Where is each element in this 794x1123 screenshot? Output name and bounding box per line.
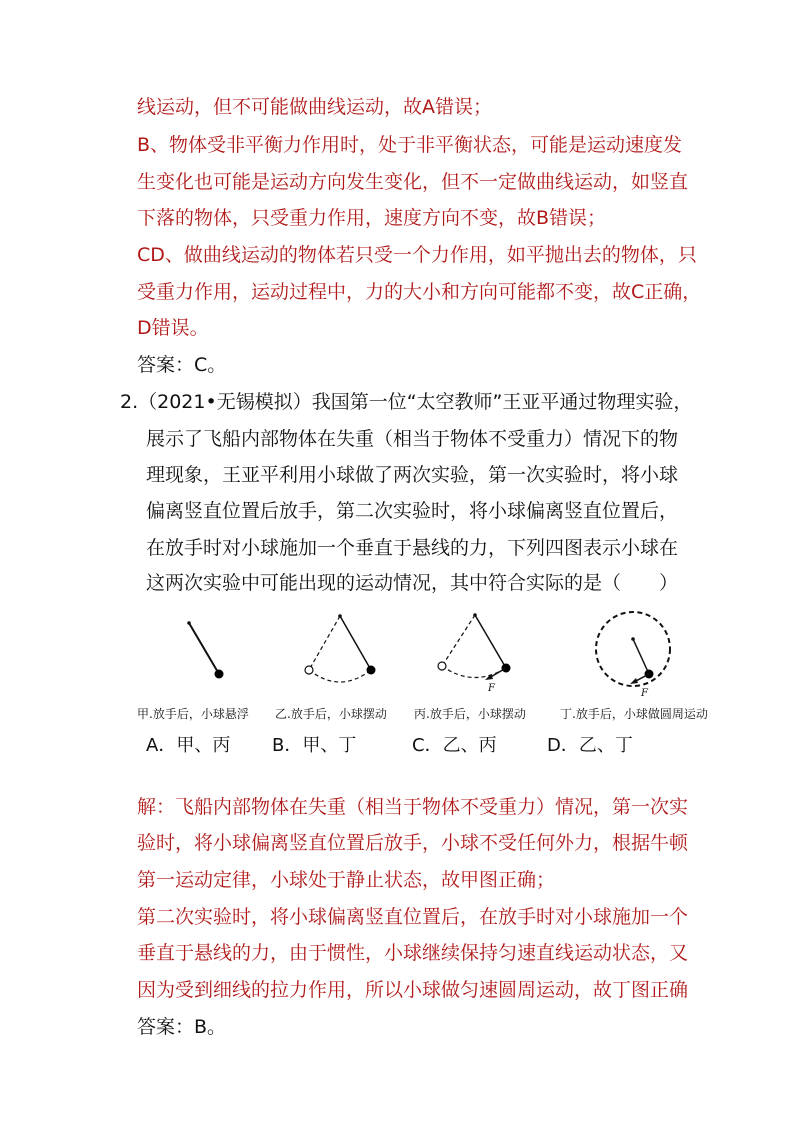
solution-line-6: 因为受到细线的拉力作用，所以小球做匀速圆周运动，故丁图正确 [137, 979, 689, 1001]
diagram-yi [305, 614, 376, 682]
prev-solution-line-1: 线运动，但不可能做曲线运动，故A错误； [137, 96, 492, 118]
string-line [189, 623, 219, 674]
question-line-4: 偏离竖直位置后放手，第二次实验时，将小球偏离竖直位置后， [146, 500, 679, 522]
solution-line-1: 解：飞船内部物体在失重（相当于物体不受重力）情况，第一次实 [137, 796, 689, 818]
string-initial-dashed [442, 615, 475, 666]
prev-solution-line-5: CD、做曲线运动的物体若只受一个力作用，如平抛出去的物体，只 [137, 244, 697, 266]
option-a: A．甲、丙 [146, 735, 231, 756]
solution-line-5: 垂直于悬线的力，由于惯性，小球继续保持匀速直线运动状态，又 [137, 942, 689, 964]
ball-initial [305, 666, 313, 674]
caption-ding: 丁.放手后，小球做圆周运动 [560, 707, 708, 721]
string-line [475, 615, 506, 668]
prev-solution-line-3: 生变化也可能是运动方向发生变化，但不一定做曲线运动，如竖直 [137, 171, 689, 193]
question-line-1: 2.（2021•无锡模拟）我国第一位“太空教师”王亚平通过物理实验， [120, 391, 693, 413]
solution-line-3: 第一运动定律，小球处于静止状态，故甲图正确； [137, 869, 556, 891]
string-line [633, 639, 649, 674]
force-label: F [488, 683, 495, 694]
string-initial-dashed [309, 616, 340, 670]
prev-answer: 答案：C。 [137, 354, 227, 376]
prev-solution-line-7: D错误。 [137, 317, 209, 339]
pendulum-figure [130, 603, 730, 703]
diagram-ding [596, 612, 670, 699]
string-line [340, 616, 371, 670]
question-line-3: 理现象，王亚平利用小球做了两次实验，第一次实验时，将小球 [146, 464, 679, 486]
solution-line-2: 验时，将小球偏离竖直位置后放手，小球不受任何外力，根据牛顿 [137, 832, 689, 854]
question-line-5: 在放手时对小球施加一个垂直于悬线的力，下列四图表示小球在 [146, 537, 679, 559]
solution-answer: 答案：B。 [137, 1016, 227, 1038]
circular-path [596, 612, 670, 686]
option-b: B．甲、丁 [272, 735, 357, 756]
caption-bing: 丙.放手后，小球摆动 [414, 707, 526, 721]
prev-solution-line-2: B、物体受非平衡力作用时，处于非平衡状态，可能是运动速度发 [137, 134, 683, 156]
ball [367, 666, 376, 675]
swing-arc [309, 670, 371, 682]
option-c: C．乙、丙 [412, 735, 497, 756]
swing-arc [442, 666, 506, 678]
diagram-bing [438, 613, 511, 694]
question-line-6: 这两次实验中可能出现的运动情况，其中符合实际的是（ ） [146, 572, 679, 594]
force-arrowhead [630, 678, 638, 684]
caption-jia: 甲.放手后，小球悬浮 [137, 707, 249, 721]
prev-solution-line-4: 下落的物体，只受重力作用，速度方向不变，故B错误； [137, 207, 607, 229]
question-line-2: 展示了飞船内部物体在失重（相当于物体不受重力）情况下的物 [146, 428, 679, 450]
force-label: F [641, 688, 648, 699]
solution-line-4: 第二次实验时，将小球偏离竖直位置后，在放手时对小球施加一个 [137, 906, 689, 928]
ball-initial [438, 662, 446, 670]
ball [215, 670, 224, 679]
diagram-jia [187, 621, 223, 678]
caption-yi: 乙.放手后，小球摆动 [275, 707, 387, 721]
option-d: D．乙、丁 [547, 735, 633, 756]
prev-solution-line-6: 受重力作用，运动过程中，力的大小和方向可能都不变，故C正确， [137, 281, 702, 303]
